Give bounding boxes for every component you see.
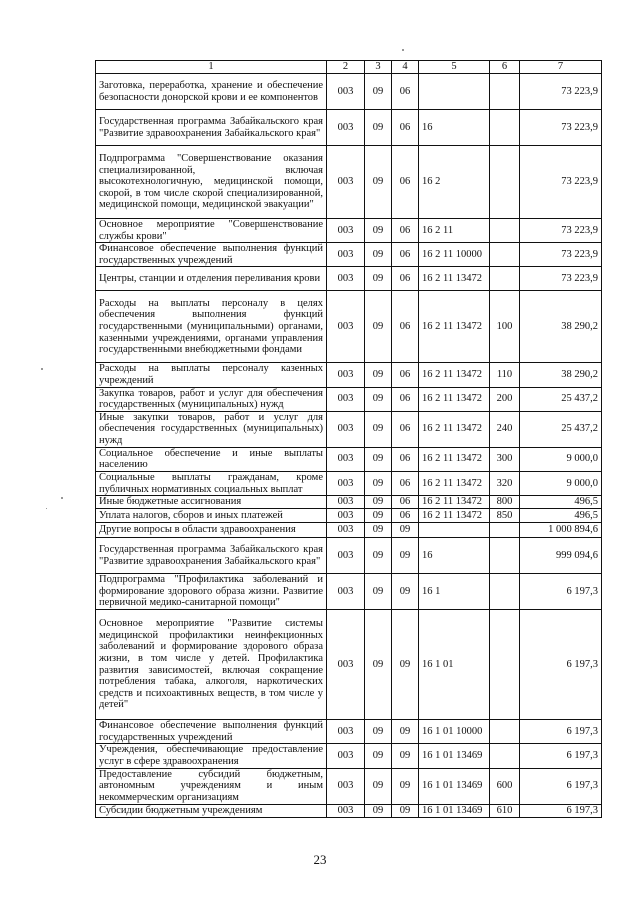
row-name-cell: Предоставление субсидий бюджетным, автономным учреждениям и иным некоммерческим организациям [96,768,327,804]
subsection-cell: 06 [392,509,419,523]
target-article-cell: 16 2 11 13472 [419,363,490,387]
expense-type-cell: 850 [490,509,520,523]
row-name-cell: Подпрограмма "Профилактика заболеваний и формирование здорового образа жизни. Развитие первичной медико-санитарной помощи" [96,574,327,610]
target-article-cell: 16 2 11 13472 [419,447,490,471]
row-name-cell: Закупка товаров, работ и услуг для обеспечения государственных (муниципальных) нужд [96,387,327,411]
table-row [96,509,602,523]
grbs-cell: 003 [327,509,365,523]
subsection-cell: 09 [392,720,419,744]
grbs-cell: 003 [327,768,365,804]
subsection-cell: 09 [392,523,419,538]
page-number: 23 [313,852,327,867]
column-header: 2 [327,61,365,74]
amount-cell: 73 223,9 [520,74,602,110]
section-cell: 09 [365,110,392,146]
expense-type-cell: 240 [490,411,520,447]
grbs-cell: 003 [327,523,365,538]
subsection-cell: 09 [392,538,419,574]
grbs-cell: 003 [327,720,365,744]
expense-type-cell [490,243,520,267]
grbs-cell: 003 [327,243,365,267]
expense-type-cell: 600 [490,768,520,804]
table-row [96,243,602,267]
expense-type-cell [490,146,520,219]
amount-cell: 73 223,9 [520,110,602,146]
section-cell: 09 [365,804,392,817]
table-row [96,411,602,447]
subsection-cell: 06 [392,363,419,387]
amount-cell: 73 223,9 [520,219,602,243]
grbs-cell: 003 [327,471,365,495]
expense-type-cell: 300 [490,447,520,471]
amount-cell: 6 197,3 [520,804,602,817]
target-article-cell: 16 2 11 13472 [419,496,490,509]
row-name-cell: Центры, станции и отделения переливания крови [96,267,327,291]
grbs-cell: 003 [327,411,365,447]
subsection-cell: 09 [392,804,419,817]
expense-type-cell: 100 [490,291,520,363]
subsection-cell: 06 [392,110,419,146]
scan-speck [41,368,43,370]
amount-cell: 73 223,9 [520,146,602,219]
section-cell: 09 [365,744,392,768]
expense-type-cell [490,744,520,768]
grbs-cell: 003 [327,146,365,219]
table-row [96,768,602,804]
subsection-cell: 06 [392,471,419,495]
target-article-cell: 16 1 01 10000 [419,720,490,744]
expense-type-cell: 800 [490,496,520,509]
target-article-cell [419,74,490,110]
subsection-cell: 06 [392,291,419,363]
grbs-cell: 003 [327,610,365,720]
subsection-cell: 09 [392,574,419,610]
table-row [96,720,602,744]
section-cell: 09 [365,523,392,538]
table-row [96,523,602,538]
row-name-cell: Основное мероприятие "Совершенствование службы крови" [96,219,327,243]
column-header: 3 [365,61,392,74]
amount-cell: 73 223,9 [520,267,602,291]
table-row [96,267,602,291]
amount-cell: 9 000,0 [520,471,602,495]
subsection-cell: 09 [392,610,419,720]
table-row [96,387,602,411]
row-name-cell: Социальные выплаты гражданам, кроме публичных нормативных социальных выплат [96,471,327,495]
grbs-cell: 003 [327,744,365,768]
target-article-cell: 16 1 01 13469 [419,804,490,817]
section-cell: 09 [365,411,392,447]
grbs-cell: 003 [327,387,365,411]
subsection-cell: 06 [392,496,419,509]
section-cell: 09 [365,610,392,720]
subsection-cell: 06 [392,74,419,110]
row-name-cell: Финансовое обеспечение выполнения функций государственных учреждений [96,243,327,267]
target-article-cell: 16 2 11 13472 [419,411,490,447]
table-row [96,74,602,110]
subsection-cell: 09 [392,744,419,768]
section-cell: 09 [365,363,392,387]
table-row [96,744,602,768]
row-name-cell: Финансовое обеспечение выполнения функций государственных учреждений [96,720,327,744]
section-cell: 09 [365,574,392,610]
amount-cell: 6 197,3 [520,768,602,804]
section-cell: 09 [365,146,392,219]
section-cell: 09 [365,387,392,411]
expense-type-cell: 110 [490,363,520,387]
target-article-cell: 16 [419,538,490,574]
target-article-cell [419,523,490,538]
table-row [96,610,602,720]
table-row [96,219,602,243]
row-name-cell: Субсидии бюджетным учреждениям [96,804,327,817]
row-name-cell: Основное мероприятие "Развитие системы медицинской профилактики неинфекционных заболеваний и формирование здорового образа жизни, в том числе у детей. Профилактика развития зависимостей, включая сокращение потребления табака, алкоголя, наркотических средств и психоактивных веществ, в том числе у детей" [96,610,327,720]
grbs-cell: 003 [327,291,365,363]
target-article-cell: 16 1 01 13469 [419,768,490,804]
column-header: 7 [520,61,602,74]
target-article-cell: 16 2 11 13472 [419,509,490,523]
row-name-cell: Государственная программа Забайкальского края "Развитие здравоохранения Забайкальского края" [96,110,327,146]
grbs-cell: 003 [327,496,365,509]
target-article-cell: 16 1 01 [419,610,490,720]
target-article-cell: 16 2 11 10000 [419,243,490,267]
amount-cell: 1 000 894,6 [520,523,602,538]
expense-type-cell [490,74,520,110]
table-header-row [96,61,602,74]
section-cell: 09 [365,768,392,804]
row-name-cell: Социальное обеспечение и иные выплаты населению [96,447,327,471]
expense-type-cell [490,219,520,243]
amount-cell: 38 290,2 [520,291,602,363]
table-row [96,496,602,509]
row-name-cell: Расходы на выплаты персоналу в целях обеспечения выполнения функций государственными (муниципальными) органами, казенными учреждениями, органами управления государственными внебюджетными фондами [96,291,327,363]
column-header: 5 [419,61,490,74]
subsection-cell: 06 [392,219,419,243]
target-article-cell: 16 2 [419,146,490,219]
amount-cell: 496,5 [520,496,602,509]
target-article-cell: 16 1 [419,574,490,610]
column-header: 6 [490,61,520,74]
row-name-cell: Уплата налогов, сборов и иных платежей [96,509,327,523]
target-article-cell: 16 [419,110,490,146]
target-article-cell: 16 2 11 13472 [419,387,490,411]
subsection-cell: 06 [392,146,419,219]
amount-cell: 6 197,3 [520,744,602,768]
row-name-cell: Расходы на выплаты персоналу казенных учреждений [96,363,327,387]
table-row [96,471,602,495]
amount-cell: 38 290,2 [520,363,602,387]
amount-cell: 6 197,3 [520,610,602,720]
section-cell: 09 [365,219,392,243]
amount-cell: 6 197,3 [520,574,602,610]
section-cell: 09 [365,267,392,291]
subsection-cell: 06 [392,411,419,447]
row-name-cell: Другие вопросы в области здравоохранения [96,523,327,538]
subsection-cell: 06 [392,447,419,471]
expense-type-cell: 320 [490,471,520,495]
expense-type-cell [490,267,520,291]
target-article-cell: 16 1 01 13469 [419,744,490,768]
table-row [96,804,602,817]
section-cell: 09 [365,243,392,267]
row-name-cell: Иные закупки товаров, работ и услуг для обеспечения государственных (муниципальных) нужд [96,411,327,447]
scan-speck [61,497,63,499]
target-article-cell: 16 2 11 13472 [419,471,490,495]
row-name-cell: Учреждения, обеспечивающие предоставление услуг в сфере здравоохранения [96,744,327,768]
grbs-cell: 003 [327,219,365,243]
section-cell: 09 [365,471,392,495]
budget-table [95,60,602,818]
row-name-cell: Подпрограмма "Совершенствование оказания специализированной, включая высокотехнологичную, медицинской помощи, скорой, в том числе скорой специализированной, медицинской помощи, медицинской эвакуации" [96,146,327,219]
expense-type-cell [490,574,520,610]
amount-cell: 25 437,2 [520,387,602,411]
target-article-cell: 16 2 11 13472 [419,291,490,363]
section-cell: 09 [365,509,392,523]
expense-type-cell: 610 [490,804,520,817]
expense-type-cell [490,720,520,744]
table-row [96,447,602,471]
scan-speck [46,508,47,509]
grbs-cell: 003 [327,74,365,110]
amount-cell: 73 223,9 [520,243,602,267]
section-cell: 09 [365,496,392,509]
expense-type-cell [490,538,520,574]
expense-type-cell [490,523,520,538]
grbs-cell: 003 [327,538,365,574]
table-row [96,574,602,610]
grbs-cell: 003 [327,267,365,291]
subsection-cell: 06 [392,387,419,411]
section-cell: 09 [365,291,392,363]
section-cell: 09 [365,74,392,110]
grbs-cell: 003 [327,363,365,387]
section-cell: 09 [365,447,392,471]
table-row [96,146,602,219]
grbs-cell: 003 [327,804,365,817]
row-name-cell: Государственная программа Забайкальского края "Развитие здравоохранения Забайкальского края" [96,538,327,574]
amount-cell: 9 000,0 [520,447,602,471]
grbs-cell: 003 [327,574,365,610]
amount-cell: 999 094,6 [520,538,602,574]
expense-type-cell [490,610,520,720]
target-article-cell: 16 2 11 [419,219,490,243]
column-header: 1 [96,61,327,74]
table-row [96,538,602,574]
table-row [96,363,602,387]
expense-type-cell: 200 [490,387,520,411]
row-name-cell: Заготовка, переработка, хранение и обеспечение безопасности донорской крови и ее компонентов [96,74,327,110]
expense-type-cell [490,110,520,146]
amount-cell: 25 437,2 [520,411,602,447]
scan-speck [402,49,404,51]
table-row [96,291,602,363]
table-row [96,110,602,146]
section-cell: 09 [365,538,392,574]
amount-cell: 6 197,3 [520,720,602,744]
subsection-cell: 06 [392,267,419,291]
amount-cell: 496,5 [520,509,602,523]
row-name-cell: Иные бюджетные ассигнования [96,496,327,509]
grbs-cell: 003 [327,447,365,471]
column-header: 4 [392,61,419,74]
subsection-cell: 06 [392,243,419,267]
grbs-cell: 003 [327,110,365,146]
section-cell: 09 [365,720,392,744]
target-article-cell: 16 2 11 13472 [419,267,490,291]
subsection-cell: 09 [392,768,419,804]
